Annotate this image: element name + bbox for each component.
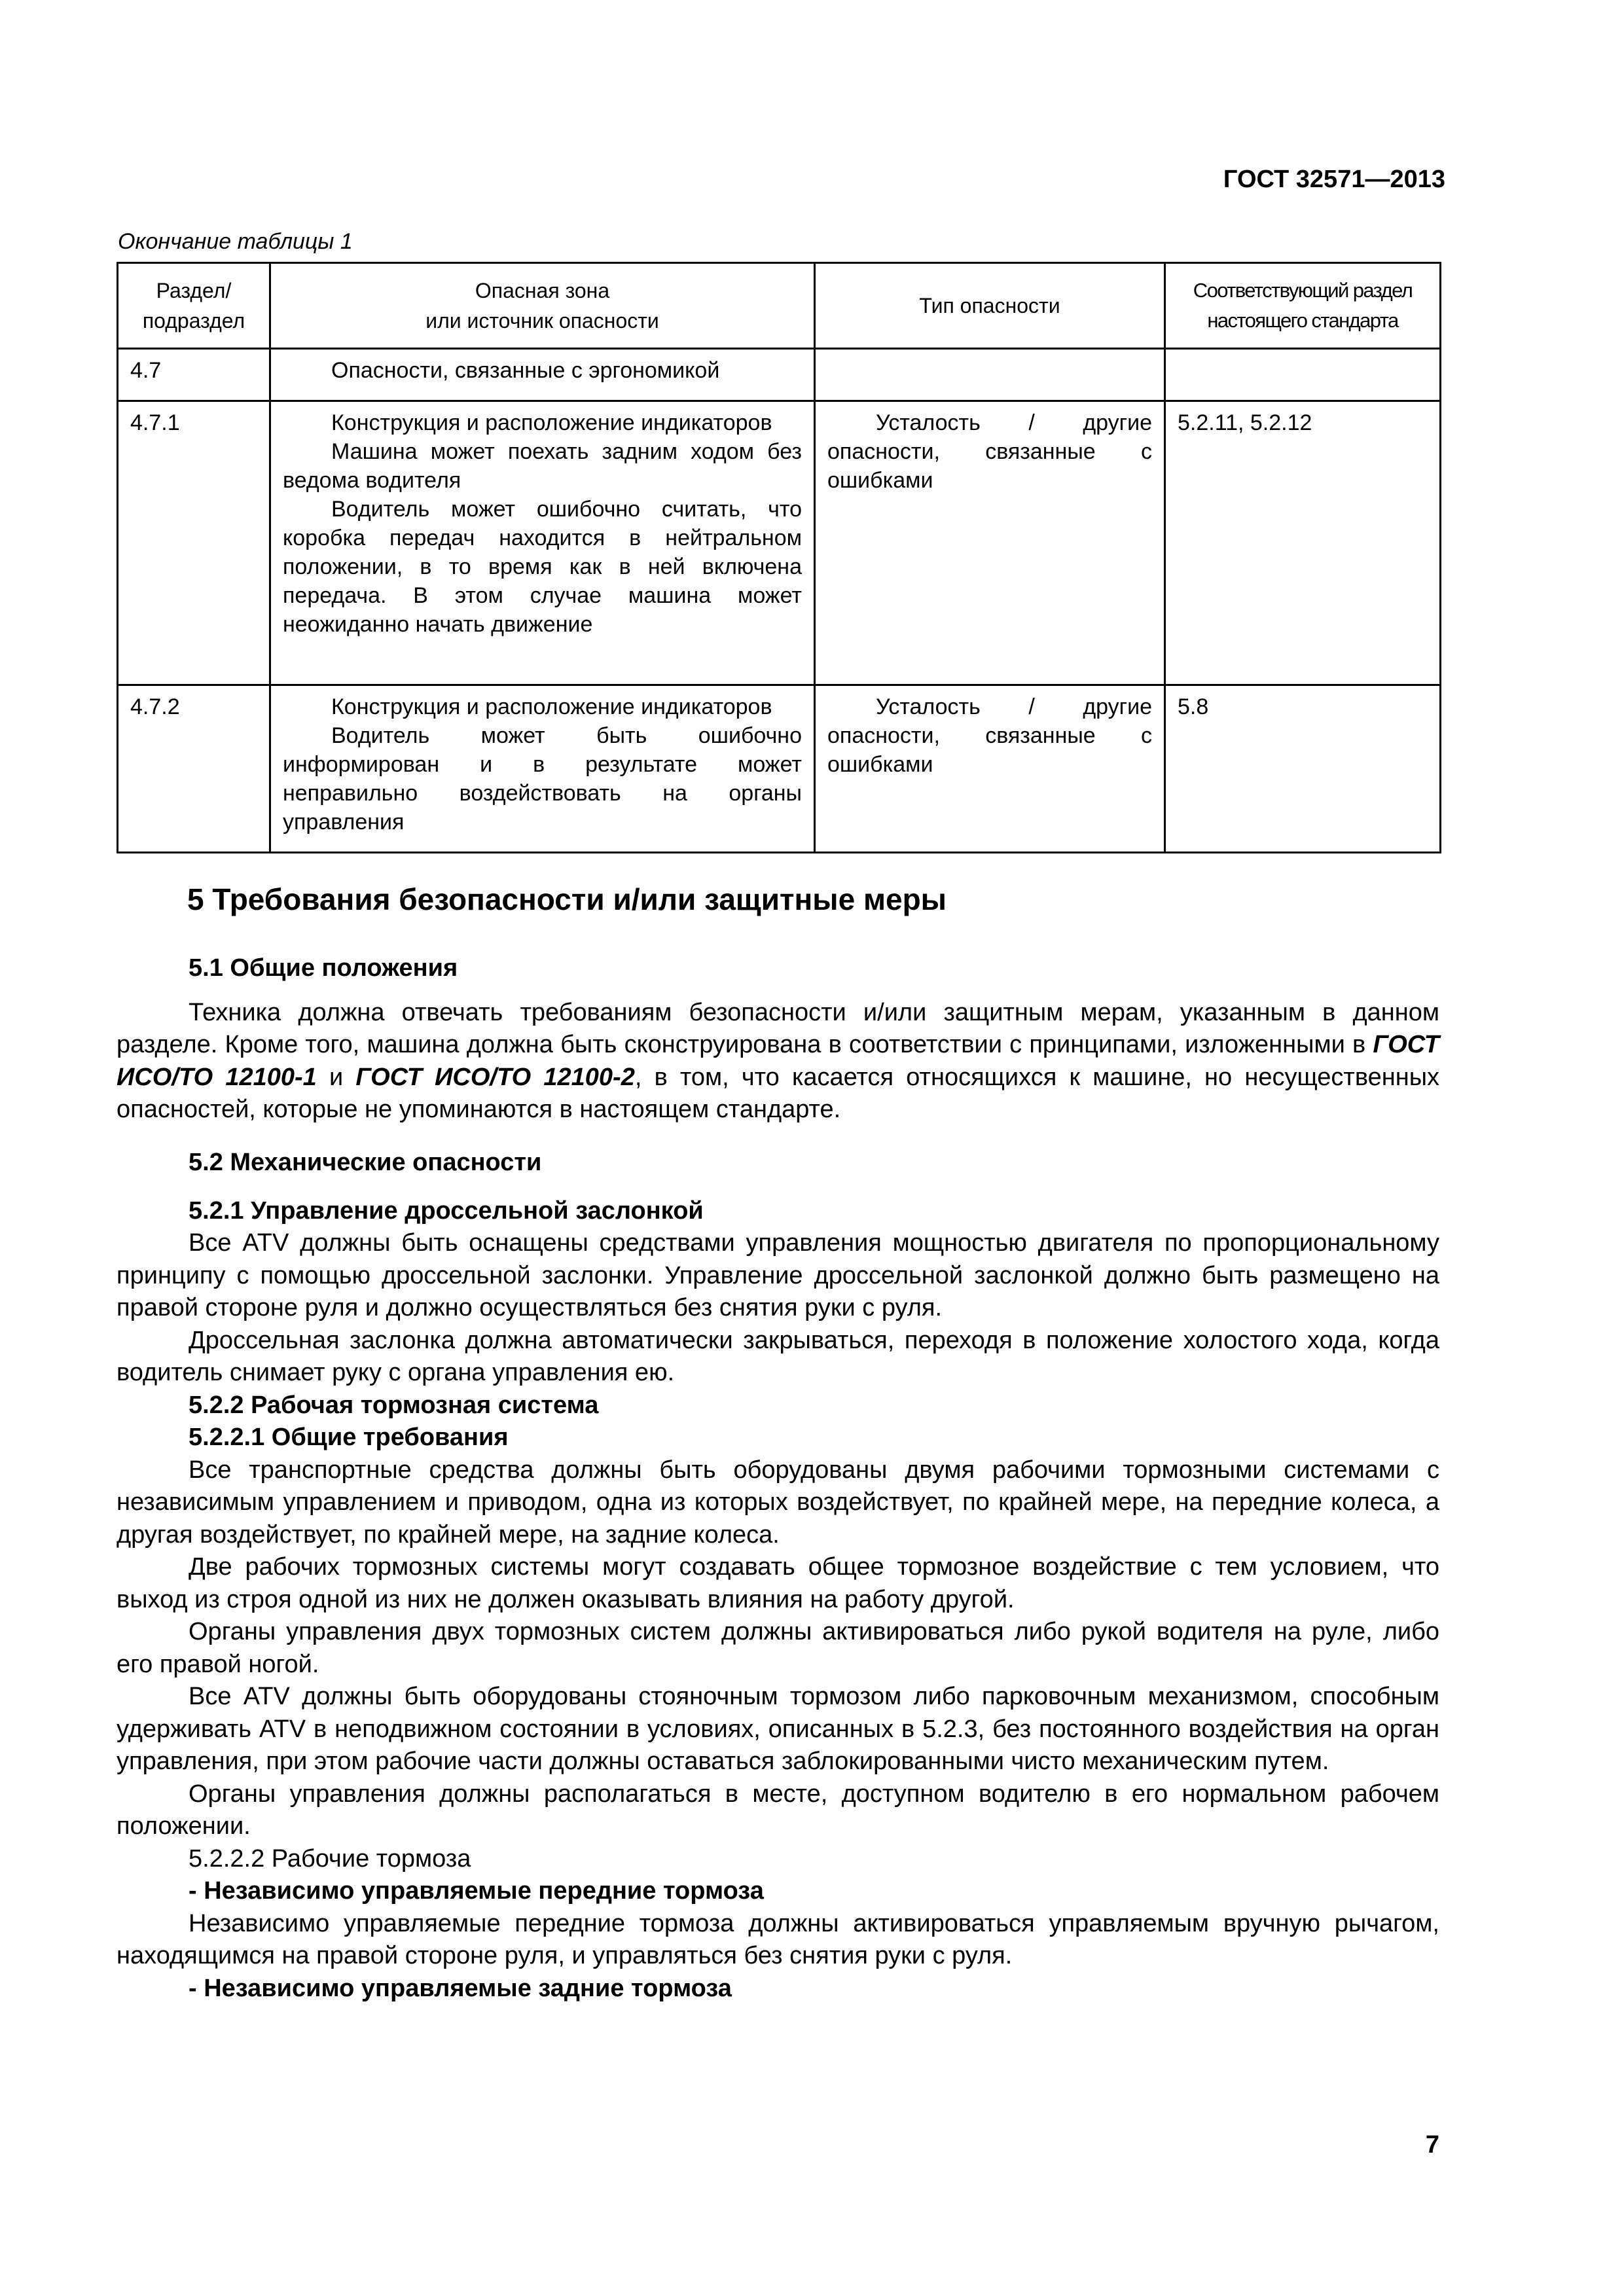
table-row [118,685,1441,853]
section-5-1 [117,952,1439,1126]
section-5-2-2-2-title: 5.2.2.2 Рабочие тормоза [189,1844,471,1873]
table-row [118,349,1441,401]
cell-zone [270,349,815,401]
section-5-2-title: 5.2 Механические опасности [189,1149,542,1176]
rear-brakes-title: - Независимо управляемые задние тормоза [189,1974,732,2002]
text-run: , в том, что касается относящихся к машине, но несущественных опасностей, которые не упоминаются в настоящем стандарте. [117,1063,1439,1123]
cell-type: Усталость / другие опасности, связанные с ошибками [815,685,1165,853]
front-brakes-title: - Независимо управляемые передние тормоза [189,1877,764,1905]
cell-type: Усталость / другие опасности, связанные с ошибками [815,401,1165,685]
cell-ref: 5.2.11, 5.2.12 [1165,401,1441,685]
paragraph: Все ATV должны быть оборудованы стояночным тормозом либо парковочным механизмом, способным удерживать ATV в неподвижном состоянии в условиях, описанных в 5.2.3, без постоянного воздействия на орган управления, при этом рабочие части должны оставаться заблокированными чисто механическим путем. [117,1683,1439,1775]
zone-line: Конструкция и расположение индикаторов [331,410,772,435]
col-header-line: или источник опасности [425,309,659,332]
cell-section: 4.7.1 [118,401,270,685]
paragraph: Все ATV должны быть оснащены средствами управления мощностью двигателя по пропорциональному принципу с помощью дроссельной заслонки. Управление дроссельной заслонкой должно быть размещено на правой стороне руля и должно осуществляться без снятия руки с руля. [117,1229,1439,1321]
cell-zone [270,401,815,685]
paragraph: Дроссельная заслонка должна автоматически закрываться, переходя в положение холостого хода, когда водитель снимает руку с органа управления ею. [117,1326,1439,1386]
col-header-section [118,263,270,349]
zone-line: Конструкция и расположение индикаторов [331,694,772,719]
zone-line: Водитель может ошибочно считать, что коробка передач находится в нейтральном положении, в то время как в ней включена передача. В этом случае машина может неожиданно начать движение [283,497,802,637]
section-5-2-1-title: 5.2.1 Управление дроссельной заслонкой [189,1196,704,1225]
paragraph: Органы управления двух тормозных систем должны активироваться либо рукой водителя на руле, либо его правой ногой. [117,1618,1439,1678]
paragraph: Независимо управляемые передние тормоза должны активироваться управляемым вручную рычагом, находящимся на правой стороне руля, и управляться без снятия руки с руля. [117,1909,1439,1969]
section-5-1-text [117,997,1439,1126]
section-5-2 [117,1147,1439,2005]
cell-ref: 5.8 [1165,685,1441,853]
paragraph: Все транспортные средства должны быть оборудованы двумя рабочими тормозными системами с независимым управлением и приводом, одна из которых воздействует, по крайней мере, на передние колеса, а другая воздействует, по крайней мере, на задние колеса. [117,1456,1439,1549]
table-row [118,401,1441,685]
standard-ref: ГОСТ ИСО/ТО 12100-2 [355,1063,635,1091]
col-header-ref [1165,263,1441,349]
col-header-zone [270,263,815,349]
zone-line: Машина может поехать задним ходом без ведома водителя [283,439,802,493]
cell-zone [270,685,815,853]
section-5-2-2-title: 5.2.2 Рабочая тормозная система [189,1391,599,1419]
cell-section: 4.7 [118,349,270,401]
table-caption: Окончание таблицы 1 [118,229,353,254]
page-number: 7 [1425,2131,1439,2159]
col-header-line: настоящего стандарта [1207,309,1398,332]
cell-type [815,349,1165,401]
section-5-2-2-1-title: 5.2.2.1 Общие требования [189,1424,509,1451]
col-header-line: Раздел/ [156,279,232,302]
section-5-1-title: 5.1 Общие положения [189,954,458,982]
col-header-line: Опасная зона [475,279,610,302]
paragraph: Две рабочих тормозных системы могут создавать общее тормозное воздействие с тем условием, что выход из строя одной из них не должен оказывать влияния на работу другой. [117,1553,1439,1613]
standard-header: ГОСТ 32571—2013 [1223,166,1445,193]
standard-ref: ГОСТ ИСО/ТО 12100-1 [117,1031,1439,1091]
hazard-table [117,262,1441,853]
paragraph: Органы управления должны располагаться в месте, доступном водителю в его нормальном рабочем положении. [117,1780,1439,1840]
col-header-type: Тип опасности [815,263,1165,349]
cell-section: 4.7.2 [118,685,270,853]
col-header-line: подраздел [142,309,245,332]
text-run: и [316,1063,356,1091]
col-header-line: Соответствующий раздел [1193,279,1413,302]
section-5-title: 5 Требования безопасности и/или защитные меры [187,882,947,916]
zone-line: Опасности, связанные с эргономикой [331,358,720,383]
table-header-row [118,263,1441,349]
text-run: Техника должна отвечать требованиям безопасности и/или защитным мерам, указанным в данном разделе. Кроме того, машина должна быть сконструирована в соответствии с принципами, изложенными в [117,998,1439,1058]
cell-ref [1165,349,1441,401]
zone-line: Водитель может быть ошибочно информирован и в результате может неправильно воздействовать на органы управления [283,723,802,834]
